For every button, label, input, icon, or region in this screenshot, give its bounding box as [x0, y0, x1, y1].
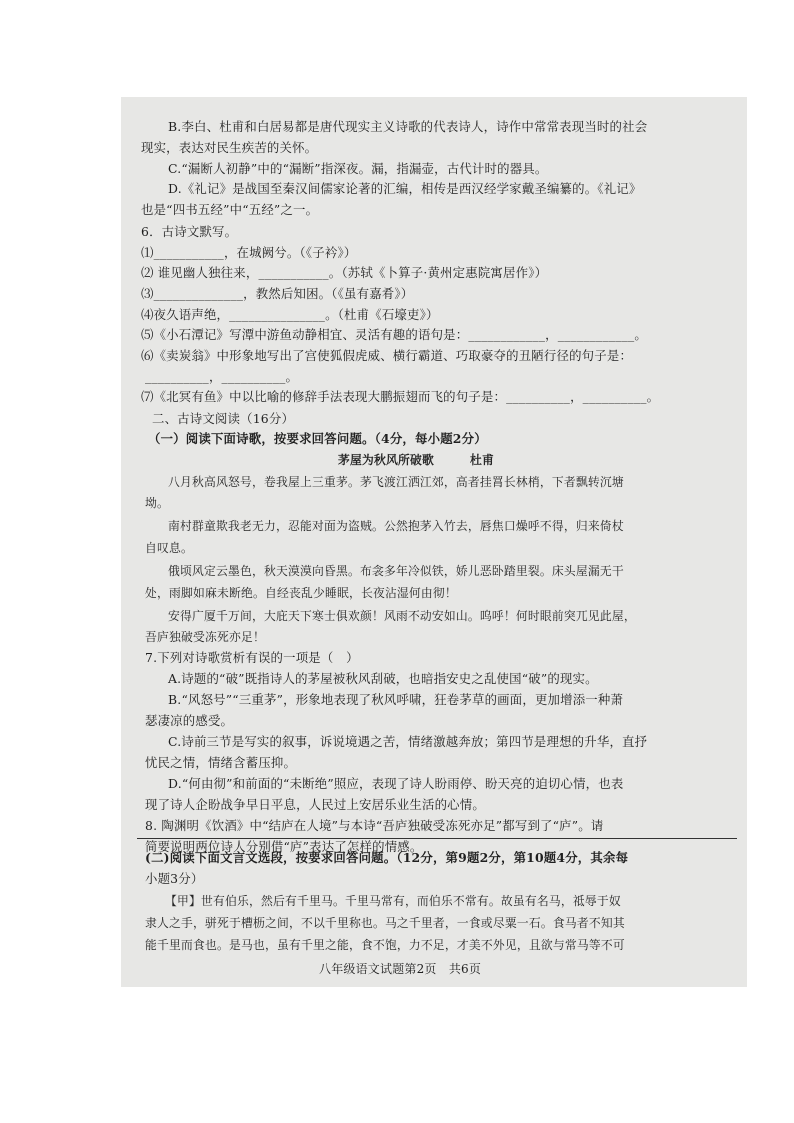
option-c: C.“漏断人初静”中的“漏断”指深夜。漏，指漏壶，古代计时的器具。 [168, 161, 548, 176]
poem-stanza4-line1: 安得广厦千万间，大庇天下寒士俱欢颜！风雨不动安如山。呜呼！何时眼前突兀见此屋， [168, 609, 636, 623]
q7-option-b-line1: B.“风怒号”“三重茅”，形象地表现了秋风呼啸，狂卷茅草的画面，更加增添一种萧 [168, 692, 624, 707]
page-footer: 八年级语文试题第2页 共6页 [319, 962, 482, 976]
passage-jia-line3: 能千里而食也。是马也，虽有千里之能，食不饱，力不足，才美不外见，且欲与常马等不可 [145, 938, 625, 952]
q6-item-2: ⑵ 谁见幽人独往来，___________。（苏轼《卜算子·黄州定惠院寓居作》） [141, 265, 548, 280]
exam-page [121, 97, 747, 987]
passage-jia-line2: 隶人之手，骈死于槽枥之间，不以千里称也。马之千里者，一食或尽粟一石。食马者不知其 [145, 916, 625, 930]
q7-option-d-line1: D.“何由彻”和前面的“未断绝”照应，表现了诗人盼雨停、盼天亮的迫切心情，也表 [168, 776, 624, 791]
option-b-line1: B.李白、杜甫和白居易都是唐代现实主义诗歌的代表诗人，诗作中常常表现当时的社会 [168, 119, 648, 134]
poem-title: 茅屋为秋风所破歌 杜甫 [338, 453, 494, 467]
poem-stanza1-line1: 八月秋高风怒号，卷我屋上三重茅。茅飞渡江洒江郊，高者挂罥长林梢，下者飘转沉塘 [168, 475, 624, 489]
poem-stanza2-line2: 自叹息。 [145, 541, 193, 555]
part-2-heading-line1: (二)阅读下面文言文选段，按要求回答问题。（12分，第9题2分，第10题4分，其余每 [145, 850, 629, 865]
poem-stanza1-line2: 坳。 [145, 496, 169, 510]
q7-option-b-line2: 瑟凄凉的感受。 [145, 713, 234, 728]
poem-stanza3-line1: 俄顷风定云墨色，秋天漠漠向昏黑。布衾多年冷似铁，娇儿恶卧踏里裂。床头屋漏无干 [168, 564, 624, 578]
question-8-line2: 简要说明两位诗人分别借“庐”表达了怎样的情感。 [145, 839, 423, 854]
q7-option-a: A.诗题的“破”既指诗人的茅屋被秋风刮破，也暗指安史之乱使国“破”的现实。 [168, 671, 598, 686]
q7-option-c-line1: C.诗前三节是写实的叙事，诉说境遇之苦，情绪激越奔放；第四节是理想的升华，直抒 [168, 734, 648, 749]
part-1-heading: （一）阅读下面诗歌，按要求回答问题。（4分，每小题2分） [148, 431, 487, 446]
q6-item-3: ⑶______________，教然后知困。（《虽有嘉肴》） [141, 286, 414, 301]
poem-stanza4-line2: 吾庐独破受冻死亦足！ [145, 630, 265, 644]
option-b-line2: 现实，表达对民生疾苦的关怀。 [141, 140, 318, 155]
question-8-line1: 8. 陶渊明《饮酒》中“结庐在人境”与本诗“吾庐独破受冻死亦足”都写到了“庐”。请 [145, 818, 604, 833]
poem-stanza2-line1: 南村群童欺我老无力，忍能对面为盗贼。公然抱茅入竹去，唇焦口燥呼不得，归来倚杖 [168, 519, 624, 533]
question-6-heading: 6．古诗文默写。 [141, 224, 238, 239]
q6-item-7: ⑺《北冥有鱼》中以比喻的修辞手法表现大鹏振翅而飞的句子是：__________，__________。 [141, 389, 660, 404]
q6-item-1: ⑴___________，在城阙兮。（《子衿》） [141, 245, 357, 260]
q7-option-c-line2: 忧民之情，情绪含蓄压抑。 [145, 755, 297, 770]
q6-item-6-line2: __________，__________。 [145, 369, 299, 384]
poem-stanza3-line2: 处，雨脚如麻未断绝。自经丧乱少睡眠，长夜沾湿何由彻！ [145, 586, 457, 600]
option-d-line1: D.《礼记》是战国至秦汉间儒家论著的汇编，相传是西汉经学家戴圣编纂的。《礼记》 [168, 181, 642, 196]
section-2-heading: 二、古诗文阅读（16分） [152, 411, 295, 426]
passage-jia-line1: 【甲】世有伯乐，然后有千里马。千里马常有，而伯乐不常有。故虽有名马，祗辱于奴 [165, 894, 621, 908]
answer-line [137, 838, 737, 839]
option-d-line2: 也是“四书五经”中“五经”之一。 [141, 202, 319, 217]
q6-item-6-line1: ⑹《卖炭翁》中形象地写出了宫使狐假虎威、横行霸道、巧取豪夺的丑陋行径的句子是： [141, 348, 633, 363]
q6-item-5: ⑸《小石潭记》写潭中游鱼动静相宜、灵活有趣的语句是：____________，____________。 [141, 327, 648, 342]
q7-option-d-line2: 现了诗人企盼战争早日平息，人民过上安居乐业生活的心情。 [145, 797, 485, 812]
part-2-heading-line2: 小题3分） [145, 871, 204, 886]
question-7: 7.下列对诗歌赏析有误的一项是（ ） [145, 650, 359, 665]
q6-item-4: ⑷夜久语声绝，_______________。（杜甫《石壕吏》） [141, 307, 439, 322]
